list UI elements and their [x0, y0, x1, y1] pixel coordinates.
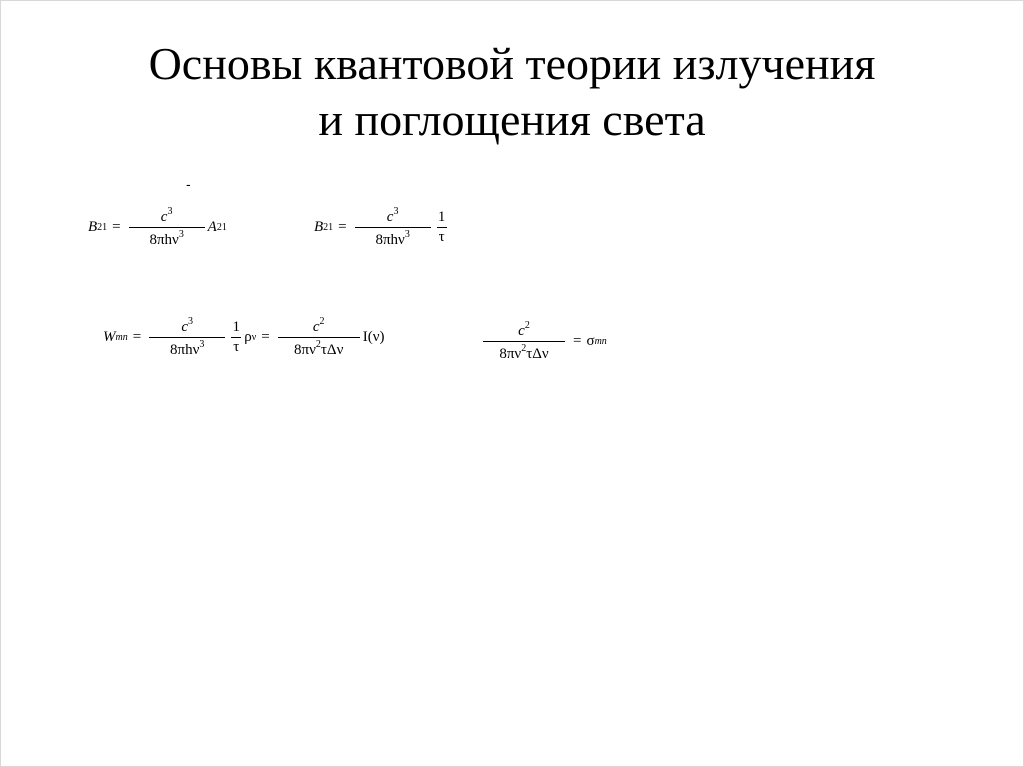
formula-lhs: B — [314, 219, 324, 235]
rho-symbol: ρ — [244, 329, 252, 345]
formula-sigma-mn — [480, 320, 607, 363]
fraction-inverse-tau — [437, 209, 447, 246]
numerator: $c^2$ — [483, 320, 565, 342]
numerator: $c^3$ — [129, 206, 205, 228]
formula-lhs-sub: 21 — [97, 222, 108, 233]
equals-sign: = — [261, 329, 270, 345]
fraction — [149, 316, 225, 359]
title-line-1: Основы квантовой теории излучения — [148, 38, 876, 89]
title-line-2: и поглощения света — [318, 94, 706, 145]
numerator: $c^2$ — [278, 316, 360, 338]
numerator: $c^3$ — [149, 316, 225, 338]
numerator: 1 — [437, 209, 447, 228]
denominator: $8\pi\nu^2\tau\Delta\nu$ — [499, 343, 549, 362]
fraction-inverse-tau — [231, 319, 241, 356]
equals-sign: = — [112, 219, 121, 235]
formula-lhs: W — [103, 329, 116, 345]
formula-lhs-sub: mn — [115, 332, 128, 343]
rho-sub: ν — [251, 332, 257, 343]
factor: A — [207, 219, 217, 235]
sigma-symbol: σ — [586, 333, 595, 349]
formula-lhs-sub: 21 — [323, 222, 334, 233]
equals-sign: = — [338, 219, 347, 235]
fraction — [278, 316, 360, 359]
stray-mark: - — [186, 176, 191, 192]
formula-b21-a21 — [88, 206, 227, 249]
denominator: τ — [438, 229, 445, 245]
equals-sign: = — [132, 329, 142, 345]
fraction — [355, 206, 431, 249]
equals-sign: = — [573, 333, 582, 349]
denominator: 8πhν$^3$ — [149, 229, 184, 248]
denominator: 8πhν$^3$ — [375, 229, 410, 248]
factor-sub: 21 — [216, 222, 227, 233]
numerator: 1 — [231, 319, 241, 338]
denominator: τ — [233, 339, 240, 355]
denominator: $8\pi\nu^2\tau\Delta\nu$ — [294, 339, 344, 358]
denominator: 8πhν$^3$ — [170, 339, 205, 358]
intensity-term: I(ν) — [362, 329, 385, 345]
slide-title — [0, 36, 1024, 148]
numerator: $c^3$ — [355, 206, 431, 228]
formula-b21-tau — [314, 206, 450, 249]
fraction — [483, 320, 565, 363]
formula-lhs: B — [88, 219, 98, 235]
fraction — [129, 206, 205, 249]
formula-wmn — [103, 316, 384, 359]
sigma-sub: mn — [594, 336, 607, 347]
